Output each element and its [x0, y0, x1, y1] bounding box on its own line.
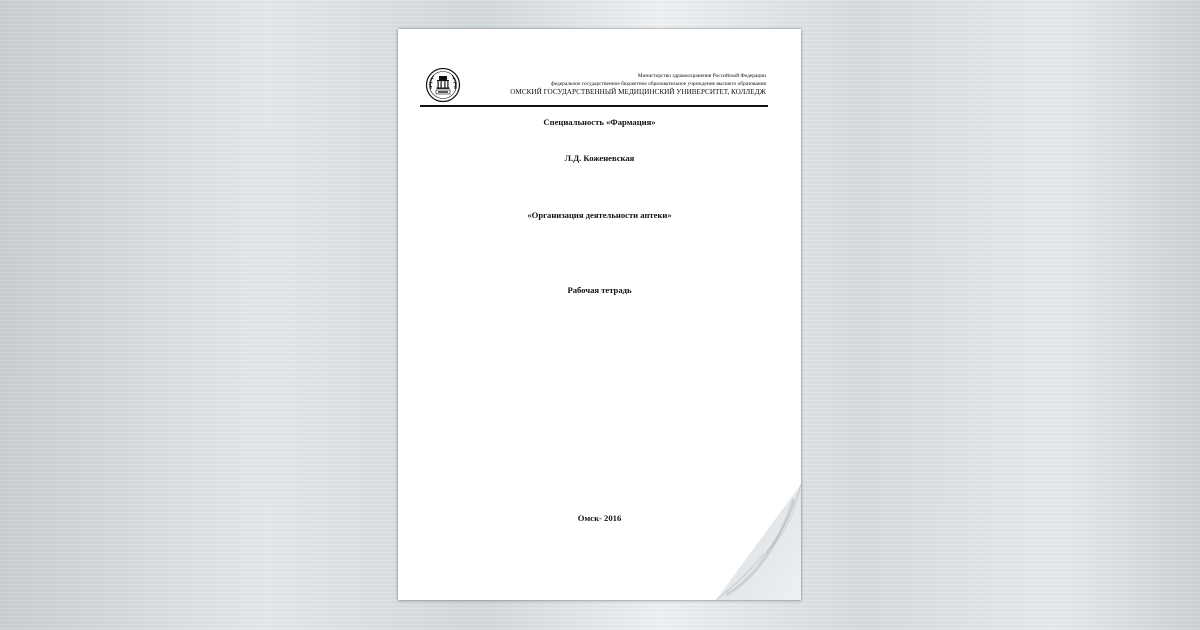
author-name: Л.Д. Коженевская	[564, 153, 635, 163]
document-type: Рабочая тетрадь	[567, 285, 632, 295]
ministry-line: Министерство здравоохранения Российской Федерации	[637, 73, 766, 79]
document-header	[420, 67, 768, 107]
specialty-line: Специальность «Фармация»	[543, 117, 656, 127]
header-text-block	[510, 72, 766, 97]
institution-line: федеральное государственное бюджетное образовательное учреждение высшего образования	[551, 81, 766, 87]
header-divider	[420, 105, 768, 107]
document-page	[398, 29, 801, 600]
university-seal-icon	[425, 67, 461, 103]
city-year: Омск- 2016	[577, 513, 622, 523]
university-line: ОМСКИЙ ГОСУДАРСТВЕННЫЙ МЕДИЦИНСКИЙ УНИВЕРСИТЕТ, КОЛЛЕДЖ	[510, 88, 766, 96]
document-title: «Организация деятельности аптеки»	[527, 210, 672, 220]
